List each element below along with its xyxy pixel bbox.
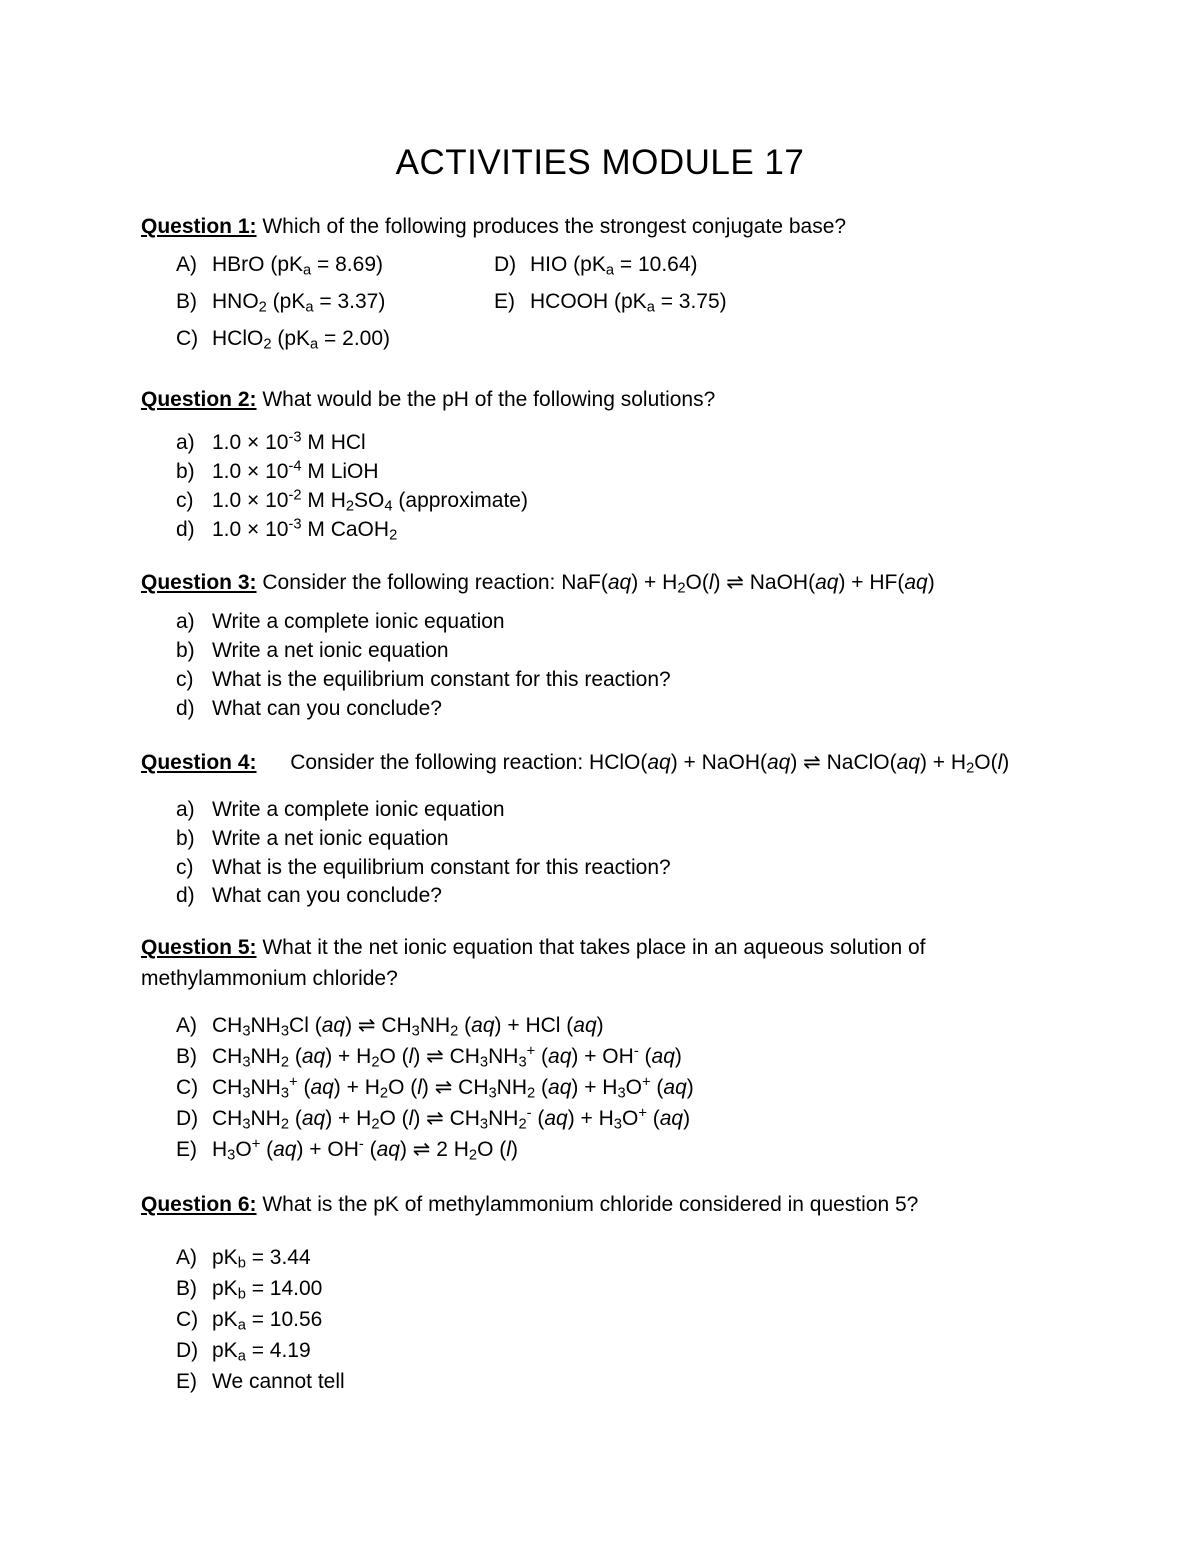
question-3-text: Consider the following reaction: $NaF(aq) + H_2O(l)$ ⇌ NaOH(aq) + HF(aq) (262, 571, 935, 597)
page-title: ACTIVITIES MODULE 17 (395, 143, 805, 182)
q1-option-b: B) $HNO_2$ $(pK_a = 3.37)$ (176, 290, 386, 316)
q3-option-c: c) What is the equilibrium constant for this reaction? (176, 668, 671, 691)
q3-option-d: d) What can you conclude? (176, 697, 442, 720)
q6-option-c: C) $pK_a = 10.56$ (176, 1308, 323, 1334)
q2-option-c: c) $1.0 \times 10^{-2}$ M $H_2SO_4$ (approximate) (176, 487, 528, 515)
q1-option-e: E) HCOOH $(pK_a = 3.75)$ (494, 290, 727, 316)
q1-option-a: A) HBrO $(pK_a = 8.69)$ (176, 253, 383, 279)
q2-option-d: d) $1.0 \times 10^{-3}$ M CaOH$_2$ (176, 516, 398, 544)
q2-option-a: a) $1.0 \times 10^{-3}$ M HCl (176, 429, 366, 454)
q5-option-b: B) $CH_3NH_2$ $(aq) + H_2O$ (l) ⇌ $CH_3NH_3^+$ (aq) + OH- (aq) (176, 1043, 682, 1071)
q5-option-a: A) $CH_3NH_3Cl$ (aq) ⇌ $CH_3NH_2$ (aq) + HCl (aq) (176, 1014, 604, 1040)
q1-option-c: C) HClO$_2$ $(pK_a = 2.00)$ (176, 327, 391, 353)
question-4-text: Consider the following reaction: HClO(aq) + NaOH(aq) ⇌ NaClO(aq) + $H_2O(l)$ (290, 751, 1010, 777)
q2-option-b: b) $1.0 \times 10^{-4}$ M LiOH (176, 458, 379, 483)
question-2 (141, 388, 715, 412)
question-6-label: Question 6: (141, 1193, 257, 1216)
q6-option-e: E) We cannot tell (176, 1370, 345, 1393)
q5-option-e: E) $H_3O^+$ (aq) + OH- (aq) ⇌ 2 $H_2O$ (l) (176, 1136, 518, 1164)
question-3-label: Question 3: (141, 571, 257, 594)
q6-option-d: D) $pK_a = 4.19$ (176, 1339, 311, 1365)
q6-option-a: A) $pK_b = 3.44$ (176, 1246, 311, 1272)
q5-option-c: C) $CH_3NH_3^+$ $(aq) + H_2O$ (l) ⇌ $CH_3NH_2$ $(aq) + H_3O^+$ (aq) (176, 1074, 694, 1102)
question-1-label: Question 1: (141, 215, 257, 238)
question-1-text: Which of the following produces the strongest conjugate base? (262, 215, 847, 238)
question-6 (141, 1193, 918, 1217)
question-1 (141, 215, 846, 239)
q6-option-b: B) $pK_b = 14.00$ (176, 1277, 323, 1303)
q1-option-d: D) HIO $(pK_a = 10.64)$ (494, 253, 698, 279)
question-4 (141, 750, 1009, 775)
q4-option-c: c) What is the equilibrium constant for this reaction? (176, 856, 671, 879)
q4-option-b: b) Write a net ionic equation (176, 827, 449, 850)
question-4-label: Question 4: (141, 751, 257, 774)
question-5-text-line1: What it the net ionic equation that takes place in an aqueous solution of (262, 936, 926, 959)
question-2-label: Question 2: (141, 388, 257, 411)
q5-option-d: D) $CH_3NH_2$ $(aq) + H_2O$ (l) ⇌ $CH_3NH_2^-$ $(aq) + H_3O^+$ (aq) (176, 1105, 691, 1133)
question-5-label: Question 5: (141, 936, 257, 959)
question-5 (141, 936, 925, 960)
question-5-line2 (141, 967, 398, 991)
q4-option-a: a) Write a complete ionic equation (176, 798, 505, 821)
q3-option-b: b) Write a net ionic equation (176, 639, 449, 662)
question-6-text: What is the pK of methylammonium chloride considered in question 5? (262, 1193, 919, 1216)
question-3 (141, 570, 935, 595)
question-5-text-line2: methylammonium chloride? (141, 967, 398, 990)
question-2-text: What would be the pH of the following solutions? (262, 388, 716, 411)
q3-option-a: a) Write a complete ionic equation (176, 610, 505, 633)
q4-option-d: d) What can you conclude? (176, 884, 442, 907)
